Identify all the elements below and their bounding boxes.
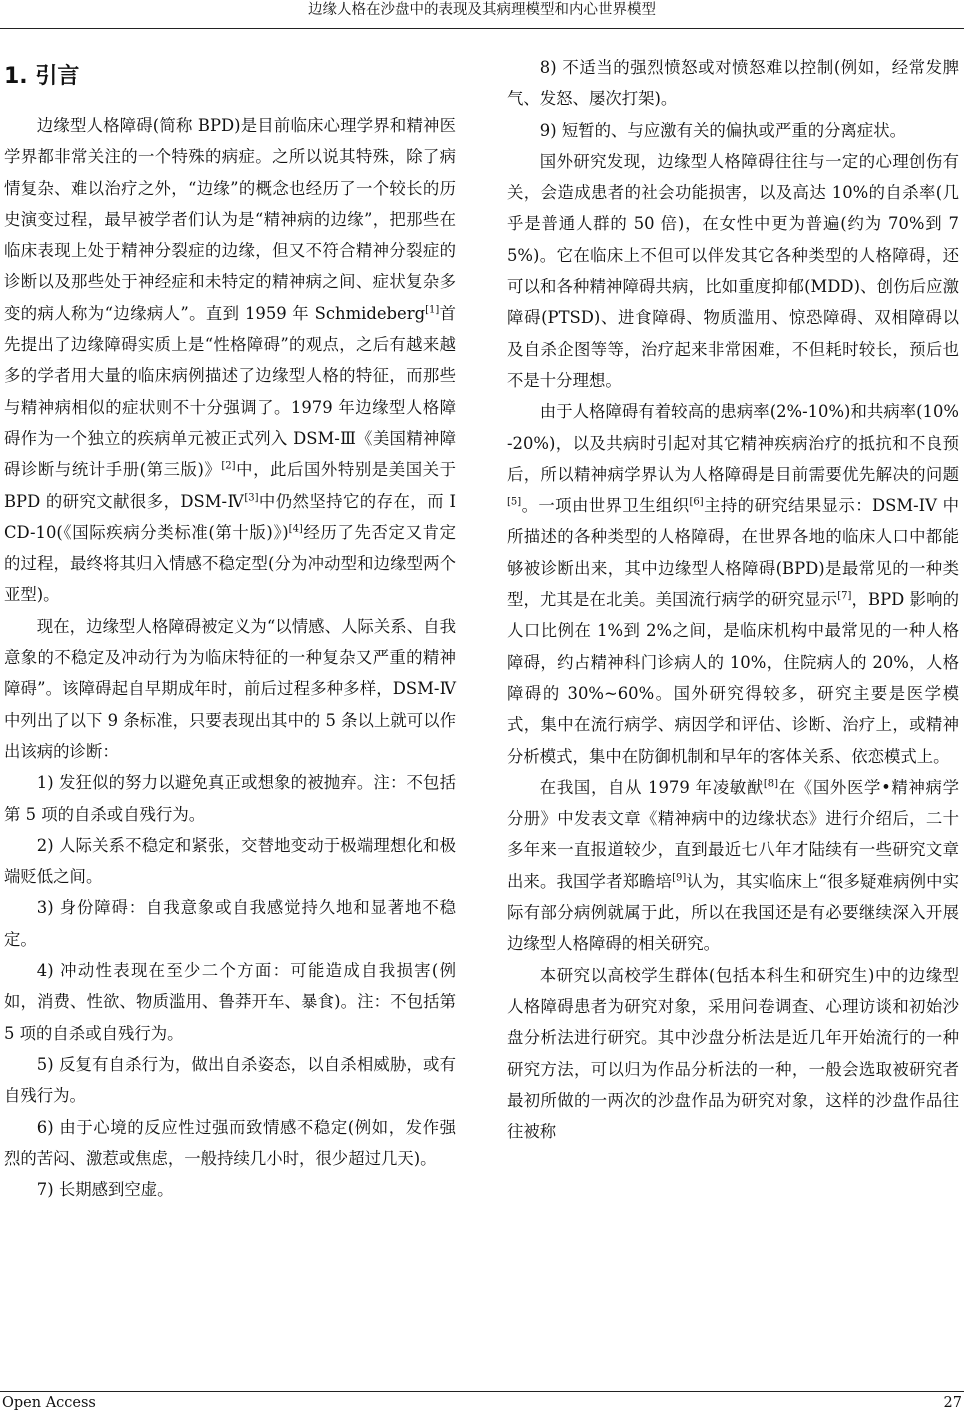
criterion-4: 4) 冲动性表现在至少二个方面：可能造成自我损害(例如，消费、性欲、物质滥用、鲁莽开车、暴食)。注：不包括第 5 项的自杀或自残行为。 — [4, 961, 456, 1043]
text-run: 。一项由世界卫生组织 — [521, 496, 690, 516]
criterion-2: 2) 人际关系不稳定和紧张，交替地变动于极端理想化和极端贬低之间。 — [4, 835, 456, 887]
citation-7: [7] — [837, 590, 852, 602]
citation-9: [9] — [672, 872, 687, 884]
text-run: 经历了先否定又肯定的过程，最终将其归入情感不稳定型(分为冲动型和边缘型两个亚型)。 — [4, 522, 457, 605]
text-run: 中，此后国外特别是美国关于 BPD 的研究文献很多，DSM-Ⅳ — [4, 460, 457, 511]
criterion-3: 3) 身份障碍：自我意象或自我感觉持久地和显著地不稳定。 — [4, 898, 456, 949]
left-column — [4, 52, 456, 1205]
criterion-5: 5) 反复有自杀行为，做出自杀姿态，以自杀相威胁，或有自残行为。 — [4, 1054, 456, 1106]
citation-1: [1] — [425, 304, 440, 316]
text-run: 在我国，自从 1979 年凌敏猷 — [539, 777, 764, 797]
paragraph-definition: 现在，边缘型人格障碍被定义为“以情感、人际关系、自我意象的不稳定及冲动行为为临床特征的一种复杂又严重的精神障碍”。该障碍起自早期成年时，前后过程多种多样，DSM-Ⅳ中列出了以下 9 条标准，只要表现出其中的 5 条以上就可以作出该病的诊断： — [4, 616, 456, 761]
text-run: 中仍然坚持它的存在，而 ICD-10(《国际疾病分类标准(第十版)》) — [4, 491, 457, 542]
text-run: 认为，其实临床上“很多疑难病例中实际有部分病例就属于此，所以在我国还是有必要继续深入开展边缘型人格障碍的相关研究。 — [507, 871, 959, 954]
citation-5: [5] — [507, 496, 522, 508]
citation-4: [4] — [288, 523, 303, 535]
text-run: 由于人格障碍有着较高的患病率(2%-10%)和共病率(10%-20%)，以及共病时引起对其它精神疾病治疗的抵抗和不良预后，所以精神病学界认为人格障碍是目前需要优先解决的问题 — [507, 402, 959, 484]
citation-3: [3] — [244, 492, 259, 504]
paragraph-prevalence — [507, 396, 959, 772]
page-number: 27 — [943, 1395, 962, 1411]
criterion-7: 7) 长期感到空虚。 — [36, 1180, 174, 1200]
page-footer — [0, 1391, 964, 1414]
citation-8: [8] — [763, 778, 779, 790]
section-title: 1. 引言 — [4, 64, 80, 89]
text-run: 主持的研究结果显示：DSM-IV 中所描述的各种类型的人格障碍，在世界各地的临床人口中都能够被诊断出来，其中边缘型人格障碍(BPD)是最常见的一种类型，尤其是在北美。美国流行病学的研究显示 — [507, 496, 959, 610]
running-header — [0, 0, 964, 29]
footer-publisher: Open Access — [2, 1395, 96, 1411]
paragraph-foreign-research: 国外研究发现，边缘型人格障碍往往与一定的心理创伤有关，会造成患者的社会功能损害，以及高达 10%的自杀率(几乎是普通人群的 50 倍)，在女性中更为普遍(约为 70%到 75%)。它在临床上不但可以伴发其它各种类型的人格障碍，还可以和各种精神障碍共病，比如重度抑郁(MDD)、创伤后应激障碍(PTSD)、进食障碍、物质滥用、惊恐障碍、双相障碍以及自杀企图等等，治疗起来非常困难，不但耗时较长，预后也不是十分理想。 — [507, 151, 959, 390]
text-run: ，BPD 影响的人口比例在 1%到 2%之间，是临床机构中最常见的一种人格障碍，约占精神科门诊病人的 10%，住院病人的 20%，人格障碍的 30%~60%。国外研究得较多，研究主要是医学模式，集中在流行病学、病因学和评估、诊断、治疗上，或精神分析模式，集中在防御机制和早年的客体关系、依恋模式上。 — [507, 590, 959, 766]
criterion-1: 1) 发狂似的努力以避免真正或想象的被抛弃。注：不包括第 5 项的自杀或自残行为。 — [4, 773, 456, 824]
paragraph-intro — [4, 110, 456, 611]
paragraph-this-study: 本研究以高校学生群体(包括本科生和研究生)中的边缘型人格障碍患者为研究对象，采用问卷调查、心理访谈和初始沙盘分析法进行研究。其中沙盘分析法是近几年开始流行的一种研究方法，可以归为作品分析法的一种，一般会选取被研究者最初所做的一两次的沙盘作品为研究对象，这样的沙盘作品往往被称 — [507, 965, 959, 1142]
running-header-title: 边缘人格在沙盘中的表现及其病理模型和内心世界模型 — [308, 2, 656, 18]
right-column — [507, 52, 959, 1147]
paragraph-domestic-research — [507, 772, 959, 960]
criterion-9: 9) 短暂的、与应激有关的偏执或严重的分离症状。 — [539, 120, 907, 140]
citation-2: [2] — [221, 460, 236, 472]
text-run: 在《国外医学•精神病学分册》中发表文章《精神病中的边缘状态》进行介绍后，二十多年来一直报道较少，直到最近七八年才陆续有一些研究文章出来。我国学者郑瞻培 — [507, 777, 959, 891]
citation-6: [6] — [689, 496, 704, 508]
criterion-6: 6) 由于心境的反应性过强而致情感不稳定(例如，发作强烈的苦闷、激惹或焦虑，一般持续几小时，很少超过几天)。 — [4, 1117, 456, 1168]
criterion-8: 8) 不适当的强烈愤怒或对愤怒难以控制(例如，经常发脾气、发怒、屡次打架)。 — [507, 58, 959, 109]
text-run: 首先提出了边缘障碍实质上是“性格障碍”的观点，之后有越来越多的学者用大量的临床病例描述了边缘型人格的特征，而那些与精神病相似的症状则不十分强调了。1979 年边缘型人格障碍作为一个独立的疾病单元被正式列入 DSM-Ⅲ《美国精神障碍诊断与统计手册(第三版)》 — [4, 303, 457, 480]
text-run: 边缘型人格障碍(简称 BPD)是目前临床心理学界和精神医学界都非常关注的一个特殊的病症。之所以说其特殊，除了病情复杂、难以治疗之外，“边缘”的概念也经历了一个较长的历史演变过程，最早被学者们认为是“精神病的边缘”，把那些在临床表现上处于精神分裂症的边缘，但又不符合精神分裂症的诊断以及那些处于神经症和未特定的精神病之间、症状复杂多变的病人称为“边缘病人”。直到 1959 年 Schmideberg — [4, 116, 456, 323]
